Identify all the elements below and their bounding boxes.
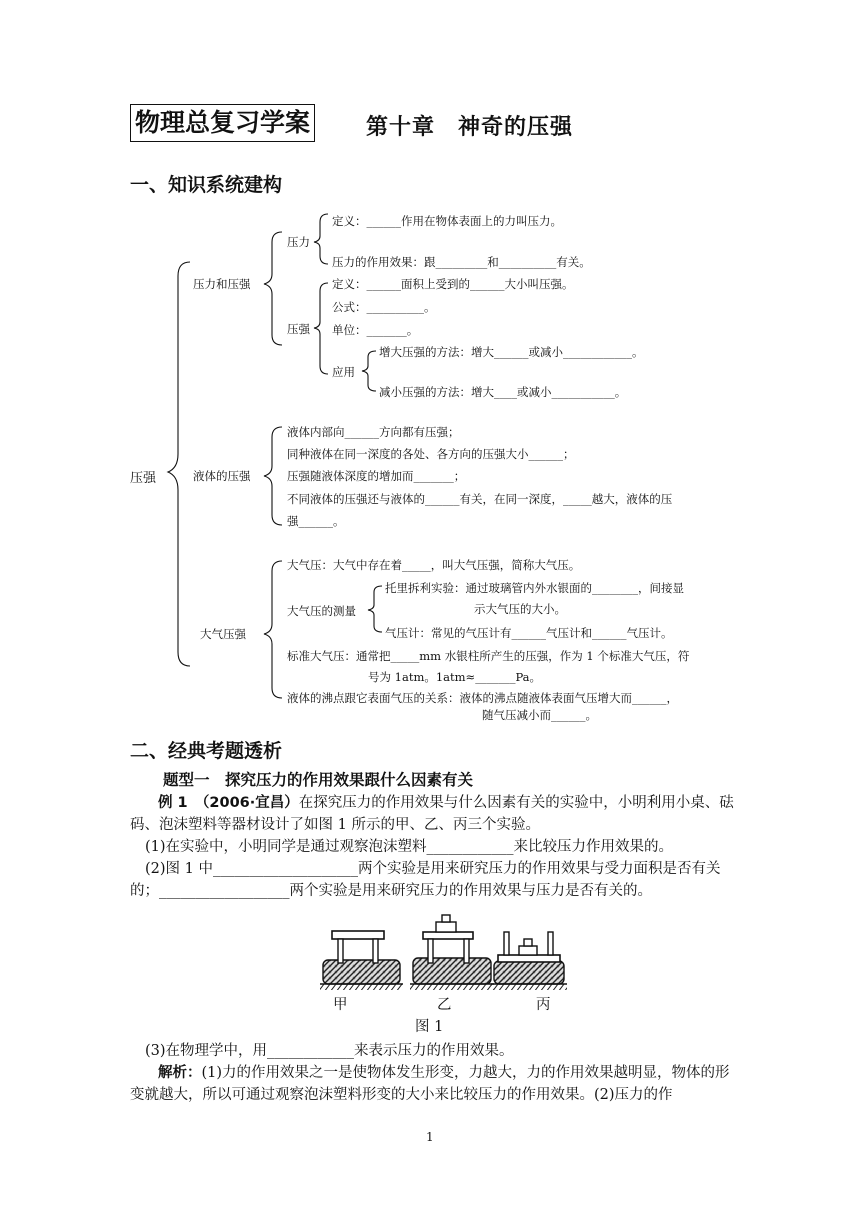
example-text: 在探究压力的作用效果与什么因素有关的实验中，小明利用小桌、砝码、泡沫塑料等器材设计了如图 1 所示的甲、乙、丙三个实验。 [130, 795, 734, 833]
barometer: 气压计：常见的气压计有______气压计和______气压计。 [385, 626, 673, 640]
figure-label-bing: 丙 [536, 997, 551, 1013]
liquid-item: 不同液体的压强还与液体的______有关，在同一深度，_____越大，液体的压 [287, 492, 673, 506]
analysis-text: (1)力的作用效果之一是使物体发生形变，力越大，力的作用效果越明显，物体的形变就越大，所以可通过观察泡沫塑料形变的大小来比较压力的作用效果。(2)压力的作 [130, 1065, 730, 1103]
question-1: (1)在实验中，小明同学是通过观察泡沫塑料____________来比较压力作用效果的。 [145, 839, 674, 855]
liquid-item: 强______。 [287, 514, 345, 528]
section-heading-knowledge: 一、知识系统建构 [130, 174, 283, 196]
concept-pressure: 压力 [287, 235, 310, 249]
figure-label-jia: 甲 [333, 997, 348, 1013]
concept-root: 压强 [130, 471, 157, 486]
liquid-item: 液体内部向______方向都有压强； [287, 425, 460, 439]
torricelli-experiment-cont: 示大气压的大小。 [474, 602, 566, 616]
concept-pressure-and-strength: 压力和压强 [193, 277, 251, 291]
strength-definition: 定义：______面积上受到的______大小叫压强。 [332, 277, 574, 291]
pressure-definition: 定义：______作用在物体表面上的力叫压力。 [332, 214, 562, 228]
question-type-heading: 题型一 探究压力的作用效果跟什么因素有关 [163, 771, 474, 789]
atmosphere-definition: 大气压：大气中存在着_____，叫大气压强，简称大气压。 [287, 558, 581, 572]
example-label: 例 1 （2006·宜昌） [158, 795, 299, 811]
concept-atmosphere-measure: 大气压的测量 [287, 604, 356, 618]
boiling-point: 液体的沸点跟它表面气压的关系：液体的沸点随液体表面气压增大而______， [287, 691, 678, 705]
concept-atmosphere: 大气压强 [200, 627, 246, 641]
liquid-item: 压强随液体深度的增加而_______； [287, 469, 466, 483]
figure-label-yi: 乙 [437, 997, 452, 1013]
application-decrease: 减小压强的方法：增大____或减小___________。 [379, 385, 627, 399]
application-increase: 增大压强的方法：增大______或减小____________。 [379, 345, 644, 359]
concept-liquid-pressure: 液体的压强 [193, 469, 251, 483]
analysis-paragraph [130, 1062, 735, 1106]
strength-unit: 单位：_______。 [332, 323, 419, 337]
standard-pressure: 标准大气压：通常把_____mm 水银柱所产生的压强，作为 1 个标准大气压，符 [287, 649, 690, 663]
section-heading-exam: 二、经典考题透析 [130, 740, 283, 762]
experiment-yi [410, 915, 494, 990]
question-2: (2)图 1 中____________________两个实验是用来研究压力的作用效果与受力面积是否有关的；__________________两个实验是用来研究压力的作用效果与压力是否有关的。 [130, 861, 721, 899]
experiment-bing [491, 932, 567, 990]
torricelli-experiment: 托里拆利实验：通过玻璃管内外水银面的________，间接显 [385, 581, 684, 595]
document-title: 物理总复习学案 [130, 104, 315, 142]
page-number: 1 [426, 1130, 434, 1144]
figure-caption: 图 1 [415, 1019, 444, 1035]
question-3: (3)在物理学中，用____________来表示压力的作用效果。 [145, 1043, 514, 1059]
analysis-label: 解析： [158, 1065, 202, 1081]
pressure-effect: 压力的作用效果：跟_________和__________有关。 [332, 255, 591, 269]
experiment-jia [320, 931, 403, 990]
concept-strength: 压强 [287, 322, 310, 336]
concept-application: 应用 [332, 365, 355, 379]
standard-pressure-cont: 号为 1atm。1atm≈_______Pa。 [368, 670, 542, 684]
strength-formula: 公式：__________。 [332, 300, 436, 314]
liquid-item: 同种液体在同一深度的各处、各方向的压强大小______； [287, 447, 575, 461]
boiling-point-cont: 随气压减小而______。 [482, 708, 597, 722]
chapter-title: 第十章 神奇的压强 [366, 115, 574, 140]
